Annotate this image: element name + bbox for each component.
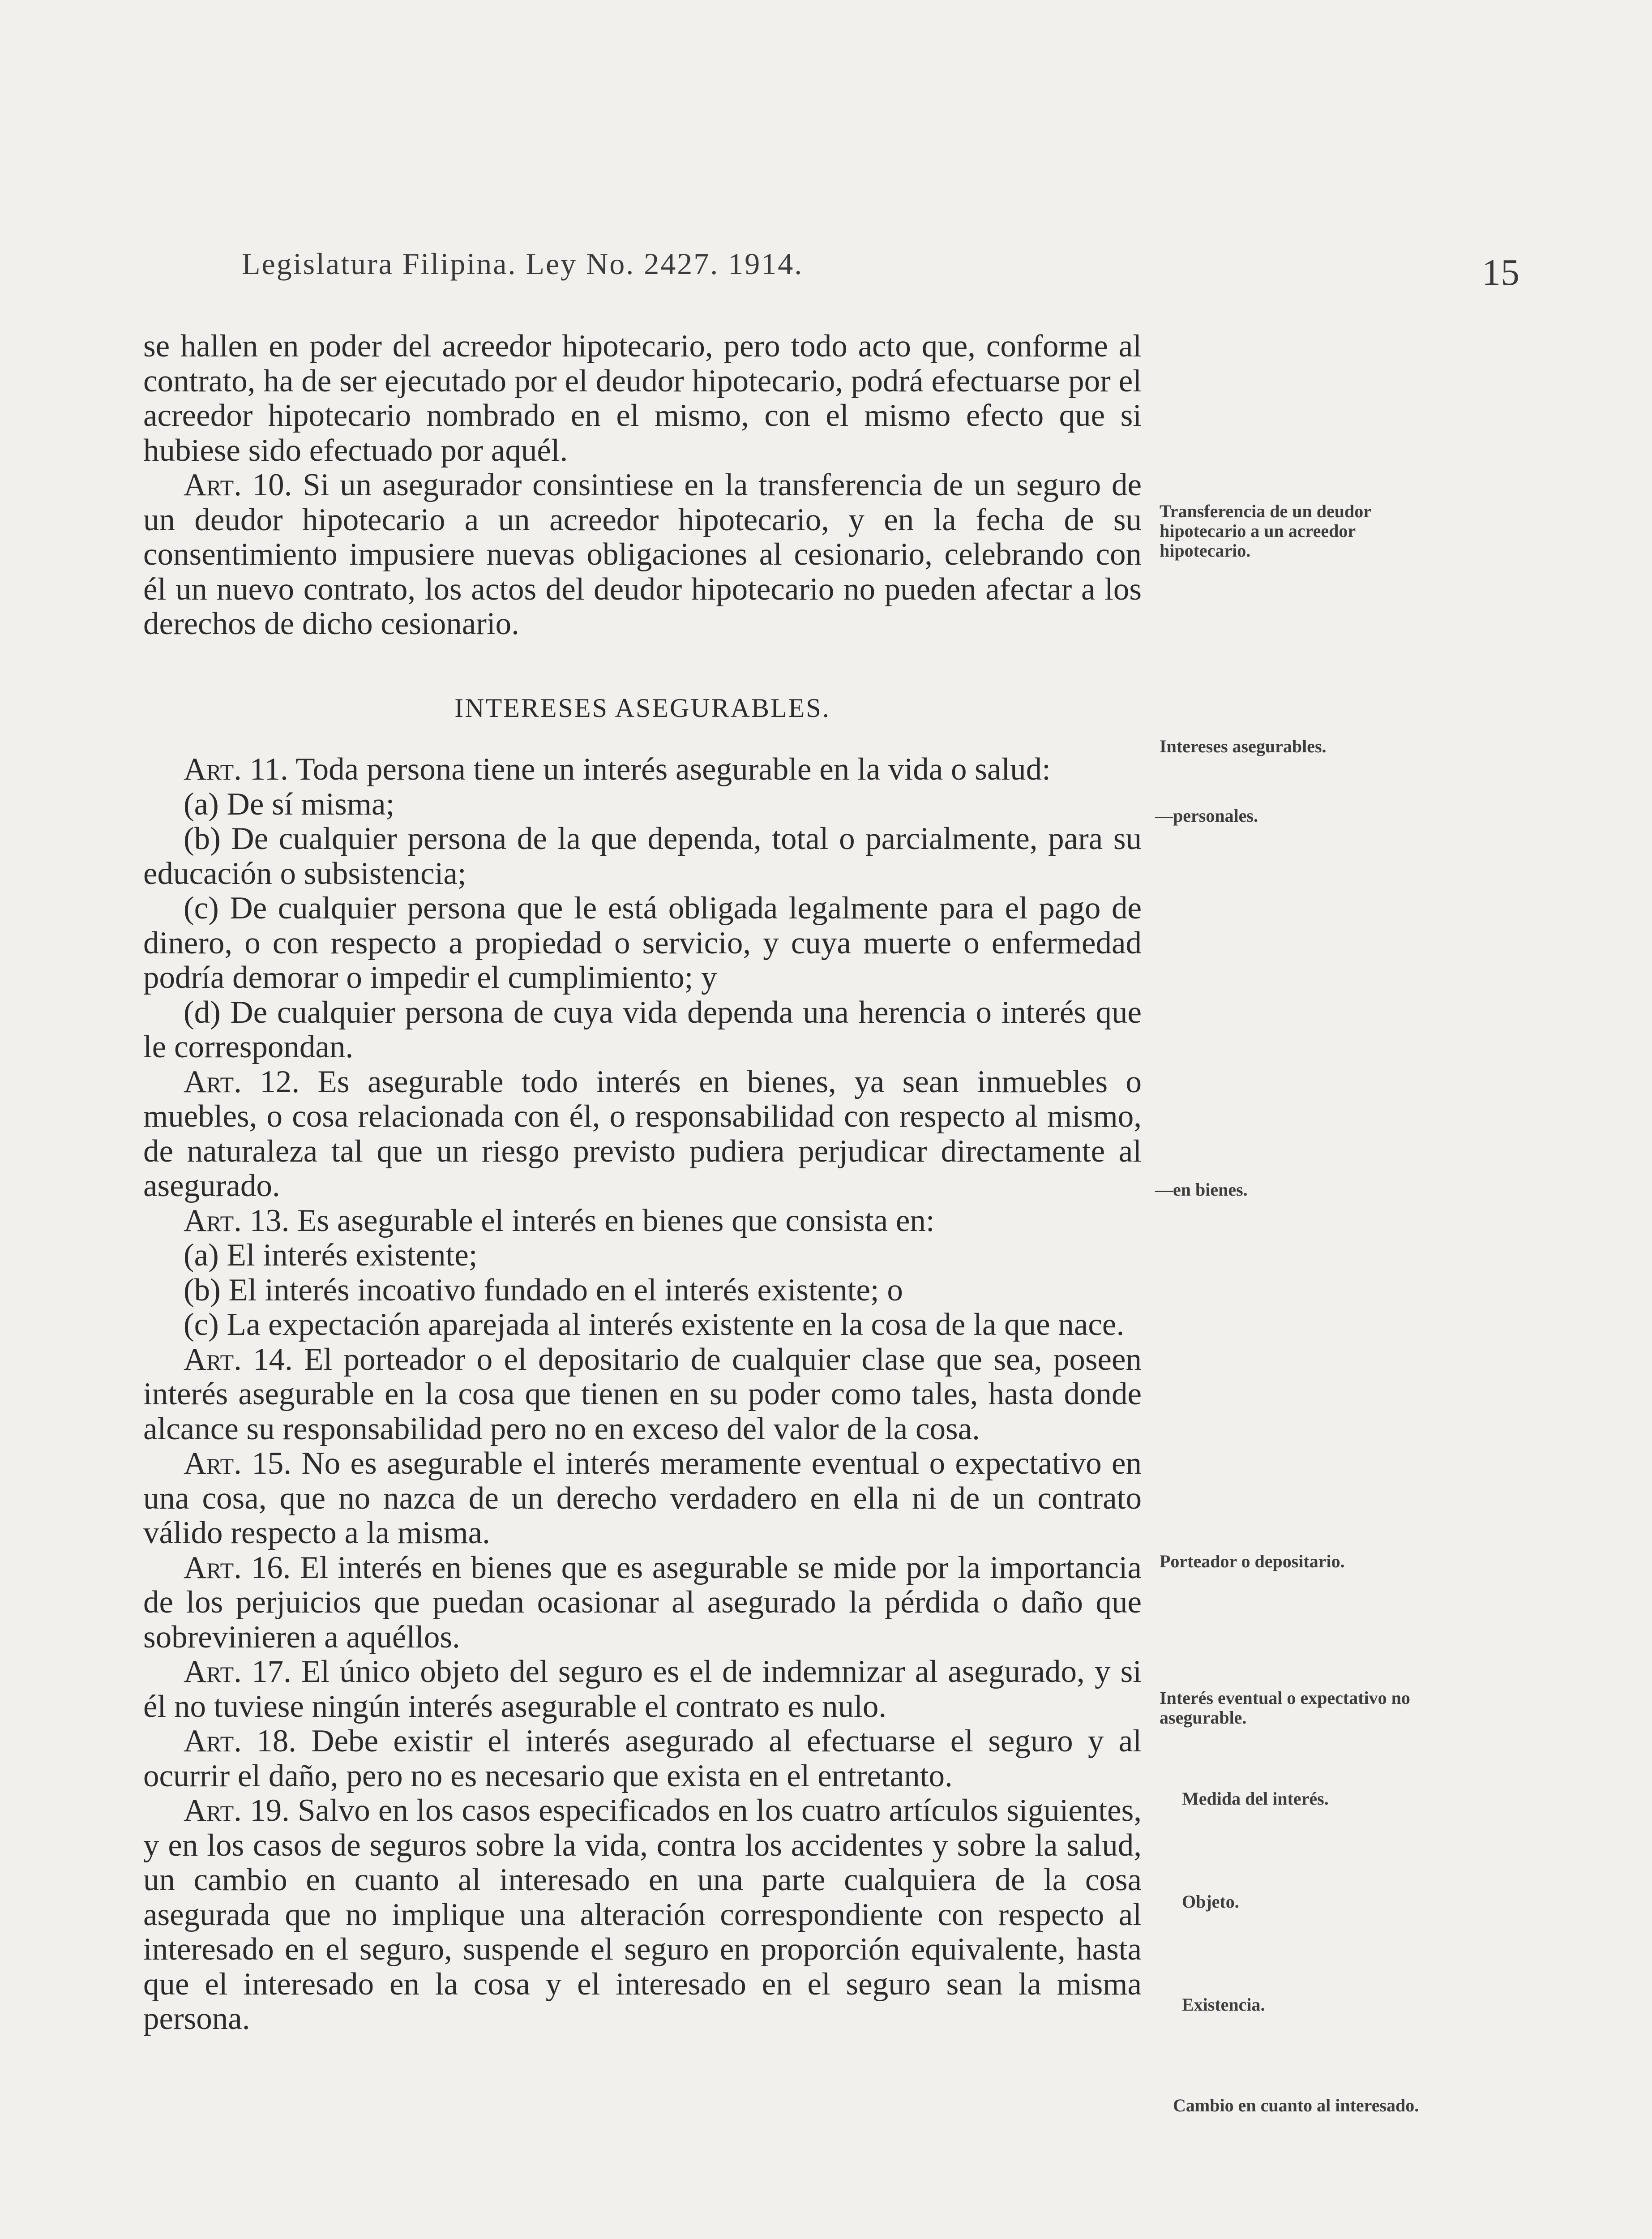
article-label: Art. 16.	[184, 1550, 291, 1585]
clause: (a) De sí misma;	[184, 786, 395, 822]
article-14	[143, 1343, 1142, 1447]
page-number: 15	[1482, 252, 1519, 293]
article-label: Art. 12.	[184, 1064, 300, 1099]
clause: (c) De cualquier persona que le está obligada legalmente para el pago de dinero, o con respecto a propiedad o servicio, y cuya muerte o enfermedad podría demorar o impedir el cumplimiento; y	[143, 891, 1142, 995]
article-15	[143, 1446, 1142, 1551]
margin-note: —personales.	[1155, 806, 1258, 826]
article-12	[143, 1065, 1142, 1204]
article-text: Es asegurable todo interés en bienes, ya sean inmuebles o muebles, o cosa relacionada con él, o responsabilidad con respecto al mismo, de naturaleza tal que un riesgo previsto pudiera perjudicar directamente al asegurado.	[143, 1064, 1142, 1203]
margin-note: Porteador o depositario.	[1160, 1551, 1345, 1571]
article-text: El interés en bienes que es asegurable se mide por la importancia de los perjuicios que puedan ocasionar al asegurado la pérdida o daño que sobrevinieren a aquéllos.	[143, 1550, 1142, 1655]
article-label: Art. 14.	[184, 1342, 293, 1377]
margin-note: Medida del interés.	[1182, 1789, 1329, 1809]
article-text: Debe existir el interés asegurado al efectuarse el seguro y al ocurrir el daño, pero no es necesario que exista en el entretanto.	[143, 1724, 1142, 1793]
clause: (c) La expectación aparejada al interés existente en la cosa de la que nace.	[184, 1307, 1125, 1342]
margin-note: Existencia.	[1182, 1995, 1265, 2015]
article-text: No es asegurable el interés meramente eventual o expectativo en una cosa, que no nazca de un derecho verdadero en ella ni de un contrato válido respecto a la misma.	[143, 1446, 1142, 1550]
article-label: Art. 10.	[184, 468, 292, 502]
article-text: Salvo en los casos especificados en los cuatro artículos siguientes, y en los casos de seguros sobre la vida, contra los accidentes y sobre la salud, un cambio en cuanto al interesado en una parte cualquiera de la cosa asegurada que no implique una alteración correspondiente con respecto al interesado en el seguro, suspende el seguro en proporción equivalente, hasta que el interesado en la cosa y el interesado en el seguro sean la misma persona.	[143, 1793, 1142, 2036]
clause: (a) El interés existente;	[184, 1238, 478, 1273]
article-text: El porteador o el depositario de cualquier clase que sea, poseen interés asegurable en la cosa que tienen en su poder como tales, hasta donde alcance su responsabilidad pero no en exceso del valor de la cosa.	[143, 1342, 1142, 1446]
article-13	[143, 1204, 1142, 1239]
clause: (b) El interés incoativo fundado en el interés existente; o	[184, 1272, 903, 1308]
article-label: Art. 19.	[184, 1793, 290, 1828]
section-heading: INTERESES ASEGURABLES.	[454, 693, 830, 723]
margin-note: Transferencia de un deudor hipotecario a un acreedor hipotecario.	[1160, 501, 1371, 561]
running-header: Legislatura Filipina. Ley No. 2427. 1914.	[242, 247, 804, 281]
article-label: Art. 18.	[184, 1724, 296, 1759]
article-text: Toda persona tiene un interés asegurable en la vida o salud:	[295, 752, 1051, 787]
clause: (b) De cualquier persona de la que dependa, total o parcialmente, para su educación o subsistencia;	[143, 821, 1142, 891]
article-18	[143, 1724, 1142, 1793]
margin-note: Interés eventual o expectativo no asegurable.	[1160, 1688, 1410, 1728]
article-17	[143, 1655, 1142, 1724]
margin-note: Cambio en cuanto al interesado.	[1173, 2095, 1419, 2115]
paragraph: se hallen en poder del acreedor hipotecario, pero todo acto que, conforme al contrato, ha de ser ejecutado por el deudor hipotecario, podrá efectuarse por el acreedor hipotecario nombrado en el mismo, con el mismo efecto que si hubiese sido efectuado por aquél.	[143, 329, 1142, 468]
article-text: Es asegurable el interés en bienes que consista en:	[297, 1203, 935, 1238]
margin-note: Objeto.	[1182, 1892, 1239, 1912]
article-label: Art. 13.	[184, 1203, 290, 1238]
margin-note: Intereses asegurables.	[1160, 736, 1327, 756]
clause: (d) De cualquier persona de cuya vida dependa una herencia o interés que le correspondan.	[143, 995, 1142, 1064]
article-16	[143, 1551, 1142, 1655]
article-label: Art. 15.	[184, 1446, 292, 1481]
margin-note: —en bienes.	[1155, 1180, 1248, 1200]
article-19	[143, 1793, 1142, 2037]
article-label: Art. 17.	[184, 1654, 291, 1689]
article-text: El único objeto del seguro es el de indemnizar al asegurado, y si él no tuviese ningún interés asegurable el contrato es nulo.	[143, 1654, 1142, 1724]
article-10	[143, 468, 1142, 642]
article-11	[143, 752, 1142, 787]
article-label: Art. 11.	[184, 752, 288, 787]
body-text	[143, 329, 1142, 2037]
article-text: Si un asegurador consintiese en la transferencia de un seguro de un deudor hipotecario a un acreedor hipotecario, y en la fecha de su consentimiento impusiere nuevas obligaciones al cesionario, celebrando con él un nuevo contrato, los actos del deudor hipotecario no pueden afectar a los derechos de dicho cesionario.	[143, 468, 1142, 641]
